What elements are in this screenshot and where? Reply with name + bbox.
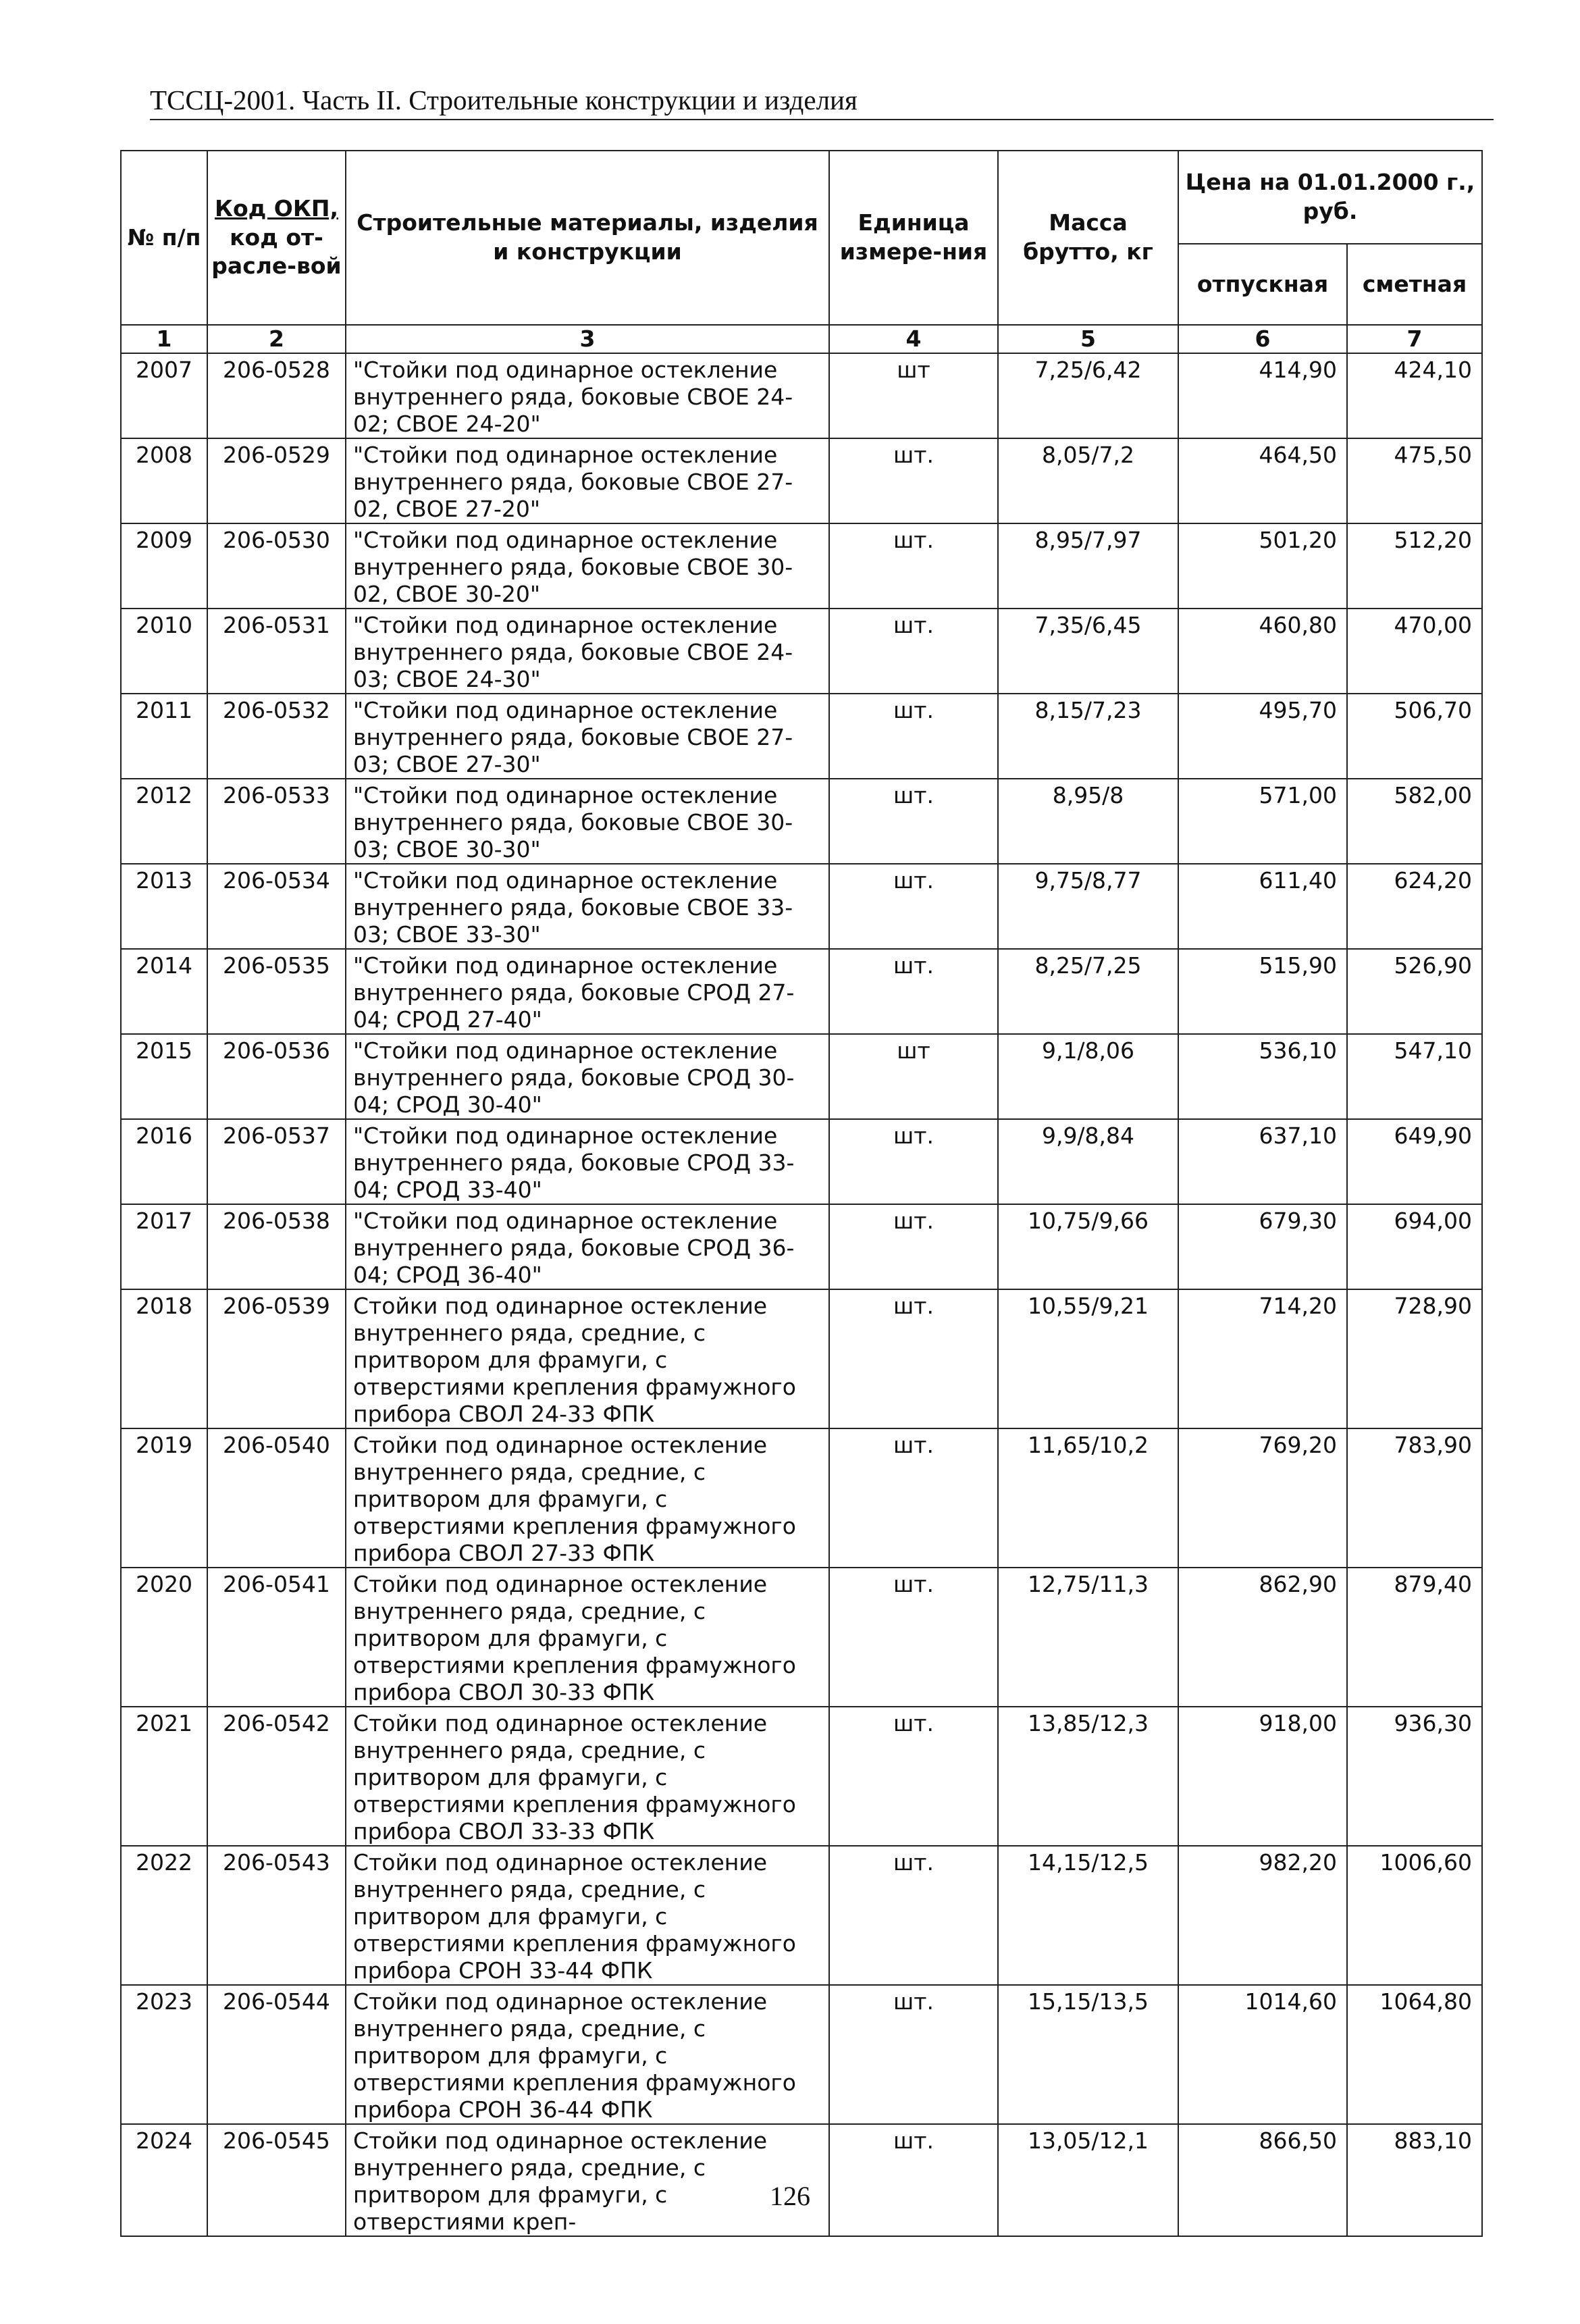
unit-of-measure: шт. xyxy=(829,1846,998,1985)
row-number: 2024 xyxy=(121,2124,207,2236)
okp-code: 206-0541 xyxy=(207,1568,346,1707)
price-estimate: 512,20 xyxy=(1347,523,1482,609)
price-release: 866,50 xyxy=(1178,2124,1347,2236)
table-row xyxy=(121,694,1482,779)
unit-of-measure: шт. xyxy=(829,609,998,694)
gross-mass: 9,1/8,06 xyxy=(998,1034,1178,1119)
item-name: "Стойки под одинарное остекление внутреннего ряда, боковые СВОЕ 24-03; СВОЕ 24-30" xyxy=(346,609,829,694)
row-number: 2019 xyxy=(121,1428,207,1568)
table-row xyxy=(121,609,1482,694)
table-row xyxy=(121,1428,1482,1568)
price-release: 611,40 xyxy=(1178,864,1347,949)
price-estimate: 883,10 xyxy=(1347,2124,1482,2236)
price-estimate: 624,20 xyxy=(1347,864,1482,949)
header-mass: Масса брутто, кг xyxy=(998,151,1178,325)
item-name: Стойки под одинарное остекление внутреннего ряда, средние, с притвором для фрамуги, с отверстиями крепления фрамужного прибора СВОЛ 33-33 ФПК xyxy=(346,1707,829,1846)
price-estimate: 649,90 xyxy=(1347,1119,1482,1204)
okp-code: 206-0545 xyxy=(207,2124,346,2236)
page-header xyxy=(150,84,1494,120)
row-number: 2015 xyxy=(121,1034,207,1119)
price-estimate: 424,10 xyxy=(1347,353,1482,438)
header-price-release: отпускная xyxy=(1178,244,1347,325)
row-number: 2013 xyxy=(121,864,207,949)
okp-code: 206-0530 xyxy=(207,523,346,609)
row-number: 2020 xyxy=(121,1568,207,1707)
price-release: 460,80 xyxy=(1178,609,1347,694)
column-number: 4 xyxy=(829,325,998,353)
okp-code: 206-0529 xyxy=(207,438,346,523)
gross-mass: 11,65/10,2 xyxy=(998,1428,1178,1568)
price-estimate: 470,00 xyxy=(1347,609,1482,694)
table-row xyxy=(121,1568,1482,1707)
unit-of-measure: шт. xyxy=(829,1707,998,1846)
gross-mass: 10,55/9,21 xyxy=(998,1289,1178,1428)
gross-mass: 8,95/8 xyxy=(998,779,1178,864)
column-number: 6 xyxy=(1178,325,1347,353)
unit-of-measure: шт xyxy=(829,353,998,438)
unit-of-measure: шт. xyxy=(829,694,998,779)
unit-of-measure: шт. xyxy=(829,949,998,1034)
gross-mass: 9,9/8,84 xyxy=(998,1119,1178,1204)
row-number: 2022 xyxy=(121,1846,207,1985)
column-number: 2 xyxy=(207,325,346,353)
unit-of-measure: шт. xyxy=(829,1289,998,1428)
page-number: 126 xyxy=(770,2181,810,2211)
item-name: "Стойки под одинарное остекление внутреннего ряда, боковые СВОЕ 24-02; СВОЕ 24-20" xyxy=(346,353,829,438)
unit-of-measure: шт. xyxy=(829,1119,998,1204)
unit-of-measure: шт. xyxy=(829,1428,998,1568)
row-number: 2014 xyxy=(121,949,207,1034)
gross-mass: 8,25/7,25 xyxy=(998,949,1178,1034)
row-number: 2008 xyxy=(121,438,207,523)
okp-code: 206-0544 xyxy=(207,1985,346,2124)
okp-code: 206-0535 xyxy=(207,949,346,1034)
column-number: 7 xyxy=(1347,325,1482,353)
item-name: "Стойки под одинарное остекление внутреннего ряда, боковые СВОЕ 27-03; СВОЕ 27-30" xyxy=(346,694,829,779)
price-release: 679,30 xyxy=(1178,1204,1347,1289)
gross-mass: 8,95/7,97 xyxy=(998,523,1178,609)
price-estimate: 506,70 xyxy=(1347,694,1482,779)
price-estimate: 547,10 xyxy=(1347,1034,1482,1119)
table-row xyxy=(121,949,1482,1034)
table-row xyxy=(121,438,1482,523)
price-estimate: 526,90 xyxy=(1347,949,1482,1034)
header-code xyxy=(207,151,346,325)
column-number: 3 xyxy=(346,325,829,353)
price-release: 769,20 xyxy=(1178,1428,1347,1568)
price-estimate: 475,50 xyxy=(1347,438,1482,523)
table-row xyxy=(121,353,1482,438)
price-release: 982,20 xyxy=(1178,1846,1347,1985)
okp-code: 206-0543 xyxy=(207,1846,346,1985)
item-name: Стойки под одинарное остекление внутреннего ряда, средние, с притвором для фрамуги, с отверстиями крепления фрамужного прибора СРОН 36-44 ФПК xyxy=(346,1985,829,2124)
okp-code: 206-0542 xyxy=(207,1707,346,1846)
table-row xyxy=(121,1119,1482,1204)
table-row xyxy=(121,1707,1482,1846)
row-number: 2017 xyxy=(121,1204,207,1289)
gross-mass: 13,05/12,1 xyxy=(998,2124,1178,2236)
okp-code: 206-0532 xyxy=(207,694,346,779)
row-number: 2010 xyxy=(121,609,207,694)
table-row xyxy=(121,864,1482,949)
row-number: 2012 xyxy=(121,779,207,864)
table-header xyxy=(121,151,1482,353)
item-name: "Стойки под одинарное остекление внутреннего ряда, боковые СРОД 30-04; СРОД 30-40" xyxy=(346,1034,829,1119)
price-release: 714,20 xyxy=(1178,1289,1347,1428)
unit-of-measure: шт. xyxy=(829,864,998,949)
unit-of-measure: шт. xyxy=(829,523,998,609)
item-name: "Стойки под одинарное остекление внутреннего ряда, боковые СВОЕ 30-03; СВОЕ 30-30" xyxy=(346,779,829,864)
row-number: 2018 xyxy=(121,1289,207,1428)
table-row xyxy=(121,1034,1482,1119)
unit-of-measure: шт. xyxy=(829,1985,998,2124)
price-release: 918,00 xyxy=(1178,1707,1347,1846)
table-row xyxy=(121,1985,1482,2124)
item-name: Стойки под одинарное остекление внутреннего ряда, средние, с притвором для фрамуги, с отверстиями крепления фрамужного прибора СВОЛ 30-33 ФПК xyxy=(346,1568,829,1707)
unit-of-measure: шт. xyxy=(829,1204,998,1289)
gross-mass: 7,35/6,45 xyxy=(998,609,1178,694)
price-release: 501,20 xyxy=(1178,523,1347,609)
header-code-top: Код ОКП, xyxy=(215,195,338,222)
okp-code: 206-0537 xyxy=(207,1119,346,1204)
header-price-estimate: сметная xyxy=(1347,244,1482,325)
okp-code: 206-0533 xyxy=(207,779,346,864)
unit-of-measure: шт xyxy=(829,1034,998,1119)
okp-code: 206-0539 xyxy=(207,1289,346,1428)
row-number: 2011 xyxy=(121,694,207,779)
item-name: Стойки под одинарное остекление внутреннего ряда, средние, с притвором для фрамуги, с отверстиями креп- xyxy=(346,2124,829,2236)
item-name: Стойки под одинарное остекление внутреннего ряда, средние, с притвором для фрамуги, с отверстиями крепления фрамужного прибора СВОЛ 27-33 ФПК xyxy=(346,1428,829,1568)
row-number: 2023 xyxy=(121,1985,207,2124)
price-release: 862,90 xyxy=(1178,1568,1347,1707)
price-release: 464,50 xyxy=(1178,438,1347,523)
table-row xyxy=(121,1204,1482,1289)
item-name: "Стойки под одинарное остекление внутреннего ряда, боковые СРОД 33-04; СРОД 33-40" xyxy=(346,1119,829,1204)
okp-code: 206-0540 xyxy=(207,1428,346,1568)
gross-mass: 15,15/13,5 xyxy=(998,1985,1178,2124)
gross-mass: 14,15/12,5 xyxy=(998,1846,1178,1985)
price-estimate: 936,30 xyxy=(1347,1707,1482,1846)
table-row xyxy=(121,1846,1482,1985)
header-no: № п/п xyxy=(121,151,207,325)
price-estimate: 1006,60 xyxy=(1347,1846,1482,1985)
table-row xyxy=(121,1289,1482,1428)
item-name: "Стойки под одинарное остекление внутреннего ряда, боковые СРОД 36-04; СРОД 36-40" xyxy=(346,1204,829,1289)
item-name: "Стойки под одинарное остекление внутреннего ряда, боковые СРОД 27-04; СРОД 27-40" xyxy=(346,949,829,1034)
unit-of-measure: шт. xyxy=(829,2124,998,2236)
okp-code: 206-0531 xyxy=(207,609,346,694)
price-release: 1014,60 xyxy=(1178,1985,1347,2124)
table-row xyxy=(121,779,1482,864)
unit-of-measure: шт. xyxy=(829,779,998,864)
item-name: Стойки под одинарное остекление внутреннего ряда, средние, с притвором для фрамуги, с отверстиями крепления фрамужного прибора СВОЛ 24-33 ФПК xyxy=(346,1289,829,1428)
column-number: 1 xyxy=(121,325,207,353)
price-estimate: 879,40 xyxy=(1347,1568,1482,1707)
item-name: "Стойки под одинарное остекление внутреннего ряда, боковые СВОЕ 33-03; СВОЕ 33-30" xyxy=(346,864,829,949)
price-release: 536,10 xyxy=(1178,1034,1347,1119)
column-number-row xyxy=(121,325,1482,353)
item-name: "Стойки под одинарное остекление внутреннего ряда, боковые СВОЕ 30-02, СВОЕ 30-20" xyxy=(346,523,829,609)
gross-mass: 13,85/12,3 xyxy=(998,1707,1178,1846)
gross-mass: 9,75/8,77 xyxy=(998,864,1178,949)
price-release: 637,10 xyxy=(1178,1119,1347,1204)
column-number: 5 xyxy=(998,325,1178,353)
price-estimate: 728,90 xyxy=(1347,1289,1482,1428)
gross-mass: 7,25/6,42 xyxy=(998,353,1178,438)
gross-mass: 12,75/11,3 xyxy=(998,1568,1178,1707)
header-unit: Единица измере-ния xyxy=(829,151,998,325)
price-estimate: 582,00 xyxy=(1347,779,1482,864)
price-table xyxy=(120,150,1483,2237)
item-name: Стойки под одинарное остекление внутреннего ряда, средние, с притвором для фрамуги, с отверстиями крепления фрамужного прибора СРОН 33-44 ФПК xyxy=(346,1846,829,1985)
row-number: 2021 xyxy=(121,1707,207,1846)
okp-code: 206-0536 xyxy=(207,1034,346,1119)
gross-mass: 10,75/9,66 xyxy=(998,1204,1178,1289)
gross-mass: 8,05/7,2 xyxy=(998,438,1178,523)
price-estimate: 1064,80 xyxy=(1347,1985,1482,2124)
price-release: 515,90 xyxy=(1178,949,1347,1034)
price-release: 495,70 xyxy=(1178,694,1347,779)
unit-of-measure: шт. xyxy=(829,1568,998,1707)
okp-code: 206-0528 xyxy=(207,353,346,438)
price-release: 571,00 xyxy=(1178,779,1347,864)
price-release: 414,90 xyxy=(1178,353,1347,438)
table-body xyxy=(121,353,1482,2236)
row-number: 2009 xyxy=(121,523,207,609)
price-estimate: 783,90 xyxy=(1347,1428,1482,1568)
header-code-bottom: код от-расле-вой xyxy=(211,224,342,280)
document-title: ТССЦ-2001. Часть II. Строительные конструкции и изделия xyxy=(150,84,858,115)
item-name: "Стойки под одинарное остекление внутреннего ряда, боковые СВОЕ 27-02, СВОЕ 27-20" xyxy=(346,438,829,523)
header-price: Цена на 01.01.2000 г., руб. xyxy=(1178,151,1482,244)
price-estimate: 694,00 xyxy=(1347,1204,1482,1289)
gross-mass: 8,15/7,23 xyxy=(998,694,1178,779)
row-number: 2007 xyxy=(121,353,207,438)
okp-code: 206-0534 xyxy=(207,864,346,949)
table-row xyxy=(121,523,1482,609)
okp-code: 206-0538 xyxy=(207,1204,346,1289)
row-number: 2016 xyxy=(121,1119,207,1204)
header-name: Строительные материалы, изделия и конструкции xyxy=(346,151,829,325)
unit-of-measure: шт. xyxy=(829,438,998,523)
